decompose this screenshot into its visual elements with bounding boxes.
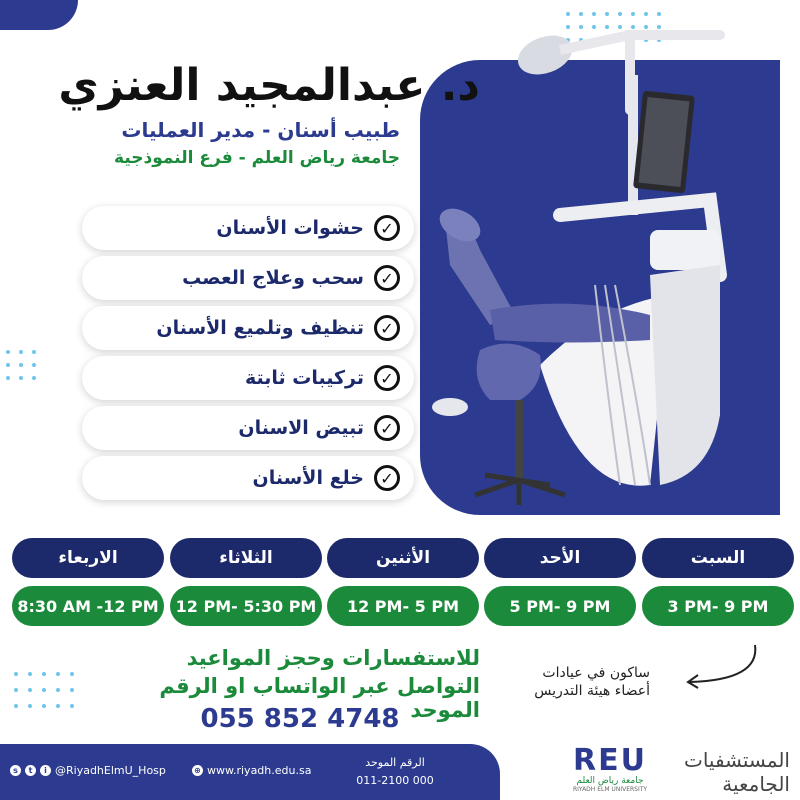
contact-instructions: التواصل عبر الواتساب او الرقم الموحد [159,674,480,722]
schedule-day: الأحد [484,538,636,578]
schedule-day: الأثنين [327,538,479,578]
unified-number-block [355,754,435,790]
check-icon: ✓ [374,365,400,391]
service-label: تنظيف وتلميع الأسنان [156,317,364,339]
globe-icon: ⊕ [192,765,203,776]
check-icon: ✓ [374,215,400,241]
phone-number[interactable]: 055 852 4748 [200,704,400,734]
check-icon: ✓ [374,465,400,491]
curved-arrow-icon [680,640,770,690]
social-links[interactable] [10,764,166,777]
check-icon: ✓ [374,315,400,341]
schedule-time: 3 PM- 9 PM [642,586,794,626]
snapchat-icon[interactable]: s [10,765,21,776]
service-item [82,406,414,450]
service-item [82,306,414,350]
schedule-time: 12 PM- 5 PM [327,586,479,626]
website-url[interactable]: www.riyadh.edu.sa [207,764,312,777]
check-icon: ✓ [374,265,400,291]
service-label: تركيبات ثابتة [244,367,364,389]
logo-university-en: RIYADH ELM UNIVERSITY [572,786,648,793]
schedule-day: الاربعاء [12,538,164,578]
service-label: خلع الأسنان [252,467,364,489]
social-handle[interactable]: @RiyadhElmU_Hosp [55,764,166,777]
hospitals-logo-text [670,748,790,796]
service-label: تبيض الاسنان [238,417,364,439]
schedule-day: السبت [642,538,794,578]
instagram-icon[interactable]: i [40,765,51,776]
unified-number[interactable]: 011-2100 000 [356,774,434,787]
website-link[interactable] [192,764,311,777]
doctor-title: طبيب أسنان - مدير العمليات [121,118,400,142]
doctor-branch: جامعة رياض العلم - فرع النموذجية [114,148,400,168]
check-icon: ✓ [374,415,400,441]
dots-decoration [14,672,74,708]
schedule-time: 5 PM- 9 PM [484,586,636,626]
service-label: حشوات الأسنان [216,217,364,239]
dots-decoration [6,350,36,380]
logo-mark: REU [573,743,647,778]
service-item [82,256,414,300]
unified-number-label: الرقم الموحد [365,756,425,769]
twitter-icon[interactable]: t [25,765,36,776]
clinic-note [520,664,650,700]
logo-university-ar: جامعة رياض العلم [576,776,644,786]
clinic-note-line2: أعضاء هيئة التدريس [534,683,650,699]
contact-heading: للاستفسارات وحجز المواعيد [186,646,480,670]
service-item [82,356,414,400]
service-item [82,456,414,500]
clinic-note-line1: ساكون في عيادات [542,665,650,681]
schedule-time: 8:30 AM -12 PM [12,586,164,626]
service-item [82,206,414,250]
schedule-time: 12 PM- 5:30 PM [170,586,322,626]
corner-decoration [0,0,78,30]
university-logo [560,743,660,796]
schedule-day: الثلاثاء [170,538,322,578]
hospitals-line2: الجامعية [722,772,790,796]
hospitals-line1: المستشفيات [683,748,790,772]
doctor-name: د. عبدالمجيد العنزي [58,60,480,111]
service-label: سحب وعلاج العصب [182,267,364,289]
